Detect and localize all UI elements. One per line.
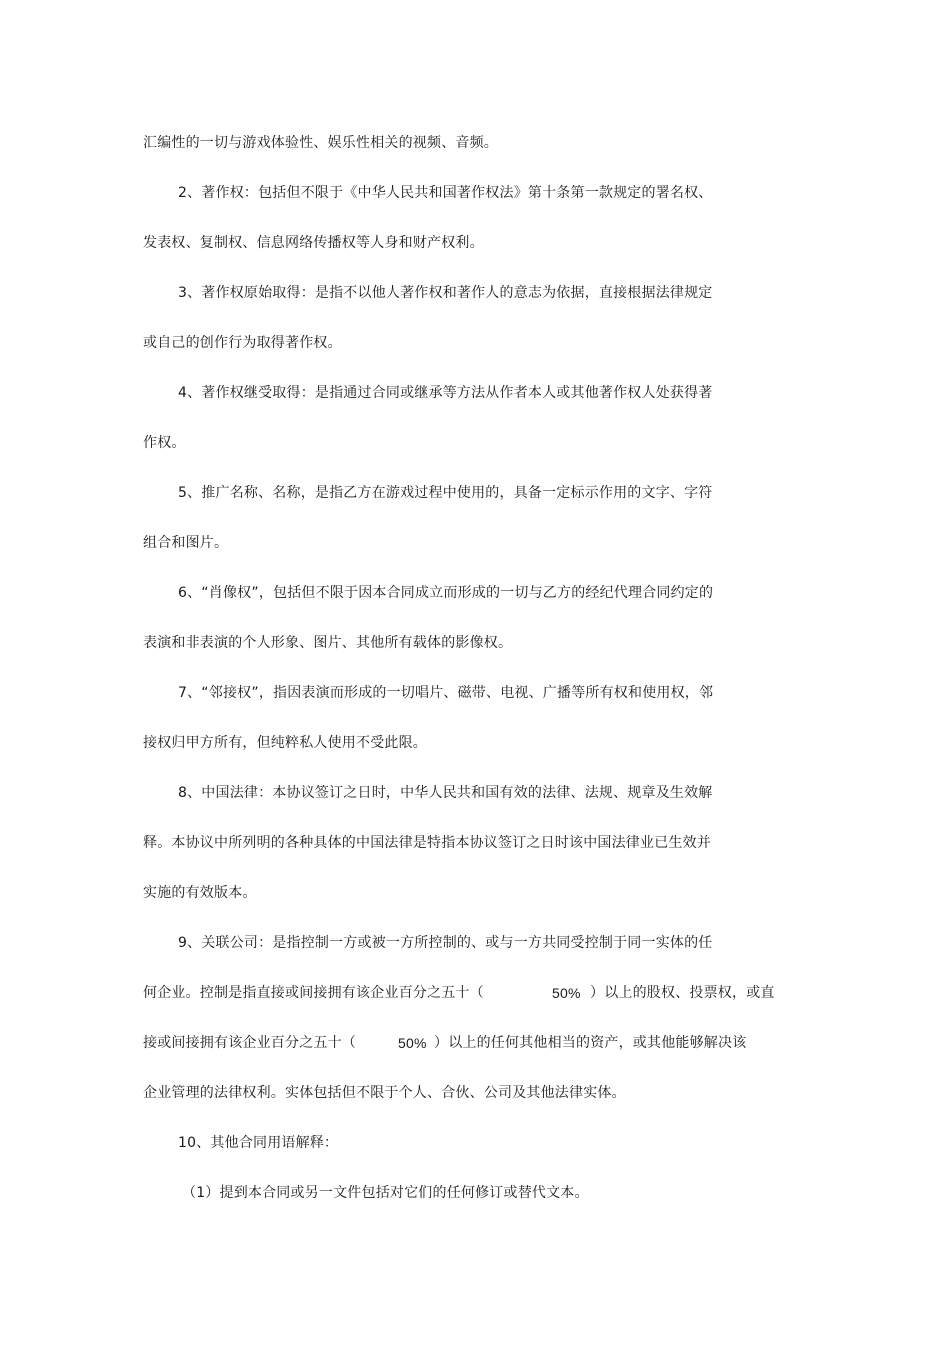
text-line-segment: 何企业。控制是指直接或间接拥有该企业百分之五十（ <box>143 985 484 1001</box>
text-line: 组合和图片。 <box>143 535 229 551</box>
text-line-segment: ）以上的股权、投票权，或直 <box>590 985 775 1001</box>
text-line: 5、推广名称、名称，是指乙方在游戏过程中使用的，具备一定标示作用的文字、字符 <box>178 485 713 501</box>
text-line-segment: 接或间接拥有该企业百分之五十（ <box>143 1035 356 1051</box>
text-line-segment: ）以上的任何其他相当的资产，或其他能够解决该 <box>434 1035 747 1051</box>
text-line: 或自己的创作行为取得著作权。 <box>143 335 342 351</box>
text-line: 释。本协议中所列明的各种具体的中国法律是特指本协议签订之日时该中国法律业已生效并 <box>143 835 711 851</box>
text-line: 表演和非表演的个人形象、图片、其他所有载体的影像权。 <box>143 635 513 651</box>
text-line: 7、“邻接权”，指因表演而形成的一切唱片、磁带、电视、广播等所有权和使用权，邻 <box>178 685 714 701</box>
text-line: 3、著作权原始取得：是指不以他人著作权和著作人的意志为依据，直接根据法律规定 <box>178 285 713 301</box>
text-line: 8、中国法律：本协议签订之日时，中华人民共和国有效的法律、法规、规章及生效解 <box>178 785 713 801</box>
text-line: 6、“肖像权”，包括但不限于因本合同成立而形成的一切与乙方的经纪代理合同约定的 <box>178 585 714 601</box>
text-line: 企业管理的法律权利。实体包括但不限于个人、合伙、公司及其他法律实体。 <box>143 1085 626 1101</box>
text-line: 实施的有效版本。 <box>143 885 257 901</box>
text-line: 2、著作权：包括但不限于《中华人民共和国著作权法》第十条第一款规定的署名权、 <box>178 185 713 201</box>
text-line: 9、关联公司：是指控制一方或被一方所控制的、或与一方共同受控制于同一实体的任 <box>178 935 713 951</box>
text-line: 发表权、复制权、信息网络传播权等人身和财产权利。 <box>143 235 484 251</box>
percentage-value: 50% <box>398 1035 427 1051</box>
text-line: 作权。 <box>143 435 186 451</box>
percentage-value: 50% <box>552 985 581 1001</box>
text-line: 接权归甲方所有，但纯粹私人使用不受此限。 <box>143 735 427 751</box>
text-line: 10、其他合同用语解释： <box>178 1135 339 1151</box>
text-line: 汇编性的一切与游戏体验性、娱乐性相关的视频、音频。 <box>143 135 498 151</box>
text-line: 4、著作权继受取得：是指通过合同或继承等方法从作者本人或其他著作权人处获得著 <box>178 385 713 401</box>
text-line: （1）提到本合同或另一文件包括对它们的任何修订或替代文本。 <box>182 1185 589 1201</box>
